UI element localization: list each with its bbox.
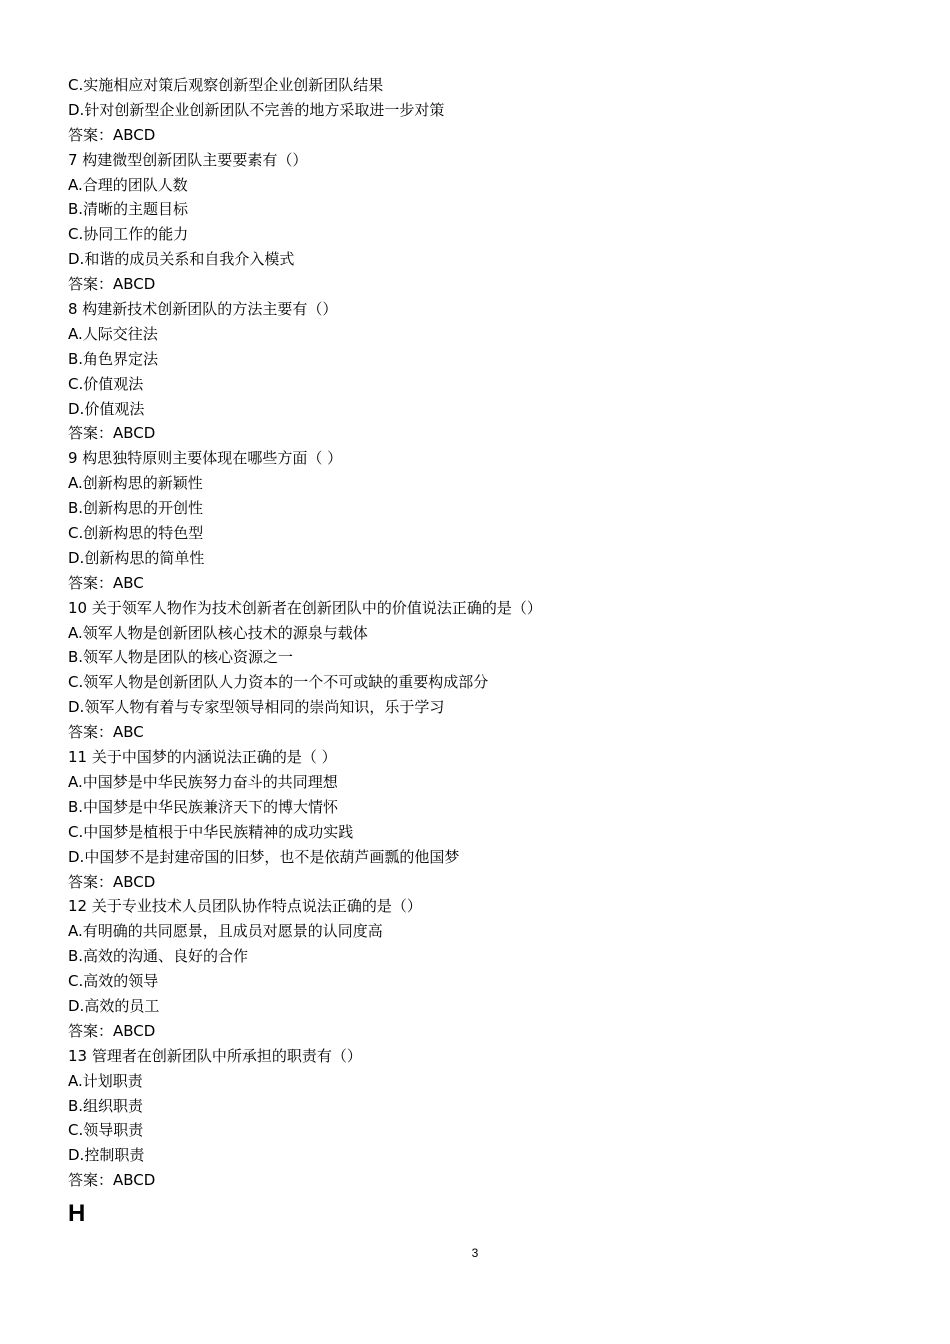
text-line: A.领军人物是创新团队核心技术的源泉与载体 bbox=[68, 623, 368, 642]
section-heading: H bbox=[68, 1200, 86, 1227]
text-line: B.中国梦是中华民族兼济天下的博大情怀 bbox=[68, 797, 339, 816]
text-line: 11 关于中国梦的内涵说法正确的是（ ） bbox=[68, 748, 337, 767]
text-line: 13 管理者在创新团队中所承担的职责有（） bbox=[68, 1046, 362, 1065]
text-line: B.清晰的主题目标 bbox=[68, 200, 189, 219]
text-line: B.领军人物是团队的核心资源之一 bbox=[68, 648, 294, 667]
text-line: D.高效的员工 bbox=[68, 996, 160, 1015]
page-number: 3 bbox=[471, 1246, 479, 1260]
text-line: 答案：ABCD bbox=[68, 125, 156, 144]
text-line: C.协同工作的能力 bbox=[68, 225, 189, 244]
text-line: D.和谐的成员关系和自我介入模式 bbox=[68, 250, 295, 269]
text-line: C.实施相应对策后观察创新型企业创新团队结果 bbox=[68, 76, 384, 94]
text-line: C.价值观法 bbox=[68, 374, 144, 393]
text-line: C.领军人物是创新团队人力资本的一个不可或缺的重要构成部分 bbox=[68, 673, 489, 692]
text-line: 答案：ABC bbox=[68, 723, 144, 742]
text-line: A.有明确的共同愿景，且成员对愿景的认同度高 bbox=[68, 922, 383, 941]
text-line: 答案：ABCD bbox=[68, 1171, 156, 1190]
text-line: D.价值观法 bbox=[68, 399, 145, 418]
text-line: A.中国梦是中华民族努力奋斗的共同理想 bbox=[68, 772, 338, 791]
text-line: 答案：ABCD bbox=[68, 424, 156, 443]
text-line: 答案：ABCD bbox=[68, 872, 156, 891]
text-line: C.创新构思的特色型 bbox=[68, 524, 204, 543]
text-line: 10 关于领军人物作为技术创新者在创新团队中的价值说法正确的是（） bbox=[68, 598, 542, 617]
text-line: C.领导职责 bbox=[68, 1121, 144, 1140]
text-line: 答案：ABC bbox=[68, 573, 144, 592]
text-line: A.计划职责 bbox=[68, 1071, 143, 1090]
text-line: B.组织职责 bbox=[68, 1096, 144, 1115]
text-line: 答案：ABCD bbox=[68, 275, 156, 294]
text-line: 8 构建新技术创新团队的方法主要有（） bbox=[68, 300, 338, 319]
text-line: 12 关于专业技术人员团队协作特点说法正确的是（） bbox=[68, 897, 422, 916]
text-line: B.创新构思的开创性 bbox=[68, 499, 204, 518]
text-line: D.中国梦不是封建帝国的旧梦，也不是依葫芦画瓢的他国梦 bbox=[68, 847, 460, 866]
text-line: 7 构建微型创新团队主要要素有（） bbox=[68, 150, 308, 169]
text-line: C.高效的领导 bbox=[68, 972, 159, 991]
text-line: B.高效的沟通、良好的合作 bbox=[68, 947, 249, 966]
text-line: C.中国梦是植根于中华民族精神的成功实践 bbox=[68, 822, 354, 841]
text-line: A.创新构思的新颖性 bbox=[68, 474, 203, 493]
text-line: A.合理的团队人数 bbox=[68, 175, 188, 194]
document-body bbox=[68, 73, 908, 1193]
text-line: A.人际交往法 bbox=[68, 324, 158, 343]
text-line: D.针对创新型企业创新团队不完善的地方采取进一步对策 bbox=[68, 100, 445, 119]
text-line: D.创新构思的简单性 bbox=[68, 548, 205, 567]
text-line: D.领军人物有着与专家型领导相同的崇尚知识，乐于学习 bbox=[68, 698, 445, 717]
text-line: B.角色界定法 bbox=[68, 349, 159, 368]
text-line: D.控制职责 bbox=[68, 1146, 145, 1165]
text-line: 答案：ABCD bbox=[68, 1021, 156, 1040]
text-line: 9 构思独特原则主要体现在哪些方面（ ） bbox=[68, 449, 343, 468]
